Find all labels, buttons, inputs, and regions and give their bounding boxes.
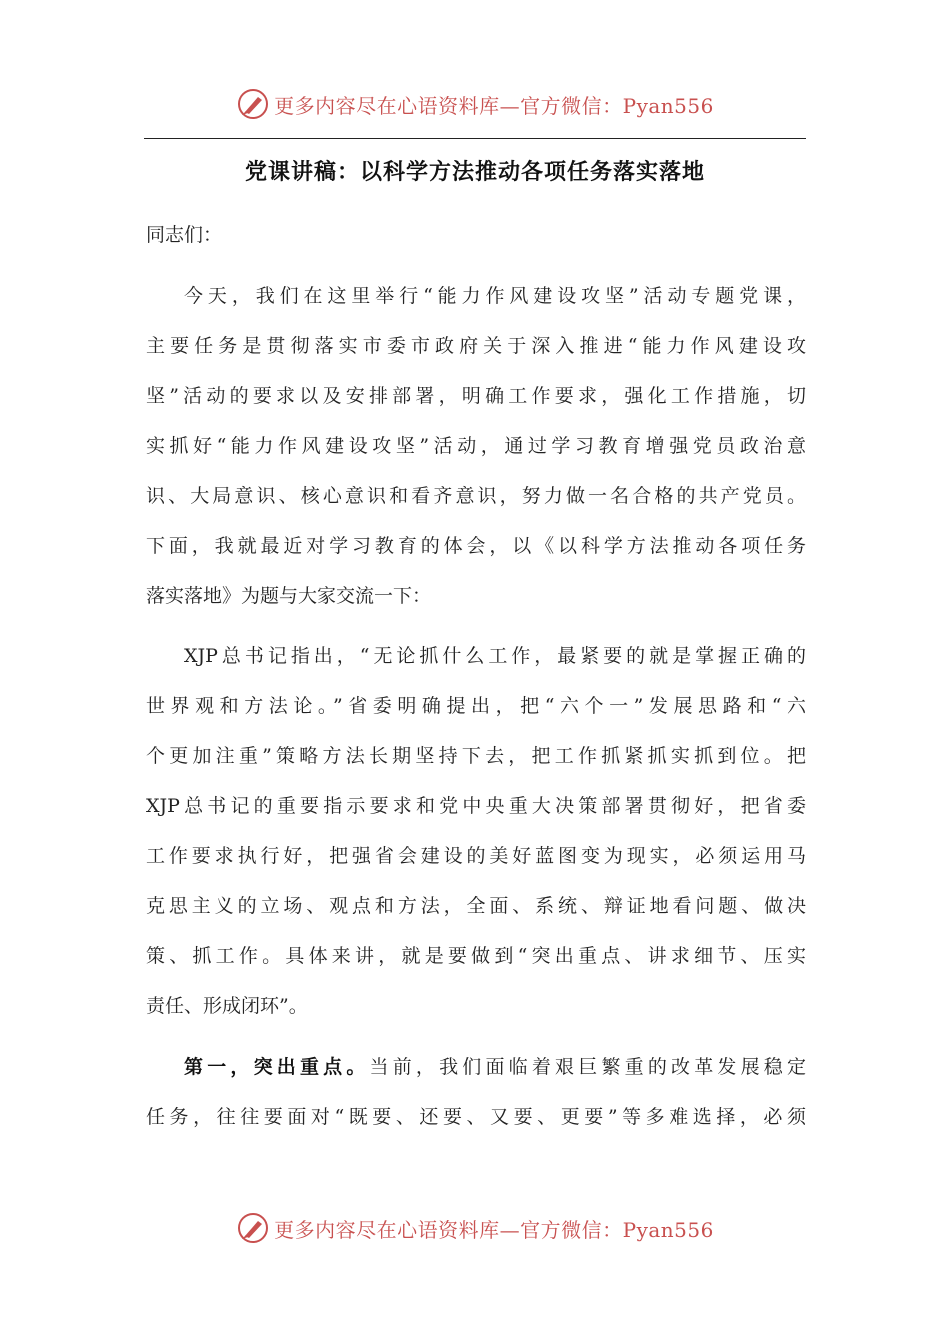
footer-banner <box>0 1208 950 1248</box>
paragraph-2-line: 责任、形成闭环”。 <box>146 995 308 1017</box>
header-banner-text: 更多内容尽在心语资料库—官方微信：Pyan556 <box>274 93 714 118</box>
paragraph-1-line: 实抓好“能力作风建设攻坚”活动，通过学习教育增强党员政治意 <box>146 435 806 457</box>
paragraph-2-line: XJP总书记的重要指示要求和党中央重大决策部署贯彻好，把省委 <box>146 795 806 817</box>
paragraph-2-line: 个更加注重”策略方法长期坚持下去，把工作抓紧抓实抓到位。把 <box>146 745 806 767</box>
page-title: 党课讲稿：以科学方法推动各项任务落实落地 <box>244 159 705 185</box>
paragraph-3-first-line-text: 当前，我们面临着艰巨繁重的改革发展稳定 <box>369 1056 806 1078</box>
paragraph-1-line: 下面，我就最近对学习教育的体会，以《以科学方法推动各项任务 <box>146 535 806 557</box>
section-heading-bold: 第一，突出重点。 <box>184 1056 370 1078</box>
paragraph-1-line: 识、大局意识、核心意识和看齐意识，努力做一名合格的共产党员。 <box>146 485 806 507</box>
paragraph-1-line: 主要任务是贯彻落实市委市政府关于深入推进“能力作风建设攻 <box>146 335 806 357</box>
paragraph-1-line: 落实落地》为题与大家交流一下： <box>146 585 432 607</box>
paragraph-1-line: 今天，我们在这里举行“能力作风建设攻坚”活动专题党课， <box>184 285 806 307</box>
paragraph-2-line: 世界观和方法论。”省委明确提出，把“六个一”发展思路和“六 <box>146 695 806 717</box>
paragraph-2-line: 策、抓工作。具体来讲，就是要做到“突出重点、讲求细节、压实 <box>146 945 806 967</box>
paragraph-3-line: 任务，往往要面对“既要、还要、又要、更要”等多难选择，必须 <box>146 1106 806 1128</box>
salutation: 同志们： <box>146 224 223 246</box>
footer-banner-text: 更多内容尽在心语资料库—官方微信：Pyan556 <box>274 1217 714 1242</box>
pen-nib-logo-icon <box>236 1211 270 1245</box>
header-divider <box>144 138 806 139</box>
header-banner <box>0 84 950 124</box>
paragraph-2-line: XJP总书记指出，“无论抓什么工作，最紧要的就是掌握正确的 <box>184 645 806 667</box>
paragraph-2-line: 工作要求执行好，把强省会建设的美好蓝图变为现实，必须运用马 <box>146 845 806 867</box>
paragraph-1-line: 坚”活动的要求以及安排部署，明确工作要求，强化工作措施，切 <box>146 385 806 407</box>
paragraph-2-line: 克思主义的立场、观点和方法，全面、系统、辩证地看问题、做决 <box>146 895 806 917</box>
pen-nib-logo-icon <box>236 87 270 121</box>
paragraph-3-first-line <box>184 1052 806 1082</box>
